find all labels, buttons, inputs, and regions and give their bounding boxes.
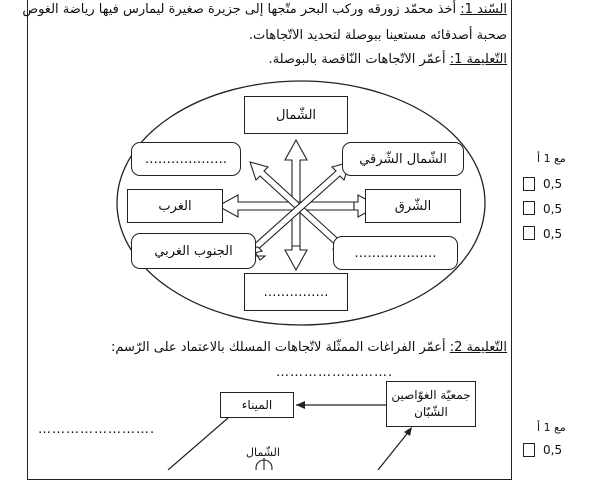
source-text-line-1 bbox=[22, 2, 507, 17]
score-checkbox-2[interactable] bbox=[523, 201, 535, 215]
score-value-3: 0,5 bbox=[543, 227, 563, 241]
compass-box-southwest bbox=[131, 233, 256, 269]
compass-box-northwest[interactable] bbox=[131, 142, 241, 176]
instruction-1-body: أعمّر الاتّجاهات النّاقصة بالبوصلة. bbox=[268, 52, 450, 67]
score-value-2: 0,5 bbox=[543, 202, 563, 216]
compass-southwest-label: الجنوب الغربي bbox=[154, 243, 233, 259]
port-label: الميناء bbox=[241, 398, 273, 412]
compass-box-east bbox=[365, 189, 461, 223]
compass-box-north bbox=[244, 96, 348, 134]
instruction-2-label: التّعليمة 2: bbox=[449, 340, 507, 355]
compass-box-northeast bbox=[342, 142, 464, 176]
compass-south-blank: …………… bbox=[263, 284, 329, 300]
instruction-2 bbox=[111, 340, 507, 355]
map-top-blank[interactable]: ……………………. bbox=[276, 365, 394, 380]
compass-northeast-label: الشّمال الشّرقي bbox=[359, 151, 447, 167]
compass-box-west bbox=[127, 189, 223, 223]
compass-southeast-blank: ………………. bbox=[354, 245, 437, 261]
source-body: أخذ محمّد زورقه وركب البحر متّجها إلى جزيرة صغيرة ليمارس فيها رياضة الغوص bbox=[22, 2, 461, 17]
score-value-4: 0,5 bbox=[543, 443, 563, 457]
compass-northwest-blank: ………………. bbox=[144, 151, 228, 167]
route-to-club bbox=[378, 430, 410, 470]
source-label: السّند 1: bbox=[460, 2, 507, 17]
compass-west-label: الغرب bbox=[158, 198, 192, 214]
route-arrowhead-club bbox=[404, 427, 412, 436]
route-arrowhead-port bbox=[296, 401, 305, 409]
compass-north-label: الشّمال bbox=[275, 107, 317, 123]
divers-club-label: جمعيّة الغوّاصين الشّبّان bbox=[391, 388, 471, 419]
score-value-1: 0,5 bbox=[543, 177, 563, 191]
grading-criterion-1: مع 1 أ bbox=[537, 152, 566, 165]
source-text-line-2: صحبة أصدقائه مستعينا ببوصلة لتحديد الاتّجاهات. bbox=[248, 28, 507, 43]
map-north-label: الشّمال bbox=[246, 446, 280, 459]
instruction-2-body: أعمّر الفراغات الممثّلة لاتّجاهات المسلك بالاعتماد على الرّسم: bbox=[110, 340, 450, 355]
map-route-svg bbox=[0, 380, 595, 470]
instruction-1 bbox=[269, 52, 507, 67]
score-checkbox-3[interactable] bbox=[523, 226, 535, 240]
compass-box-southeast[interactable] bbox=[333, 236, 458, 270]
instruction-1-label: التّعليمة 1: bbox=[449, 52, 507, 67]
arrow-south-head bbox=[285, 246, 307, 270]
score-checkbox-1[interactable] bbox=[523, 177, 535, 191]
route-port-southwest bbox=[168, 418, 228, 470]
compass-east-label: الشّرق bbox=[394, 198, 432, 214]
map-left-blank[interactable]: ……………………. bbox=[38, 422, 156, 437]
grading-criterion-2: مع 1 أ bbox=[537, 421, 566, 434]
compass-box-south[interactable] bbox=[244, 273, 348, 311]
score-checkbox-4[interactable] bbox=[523, 443, 535, 457]
